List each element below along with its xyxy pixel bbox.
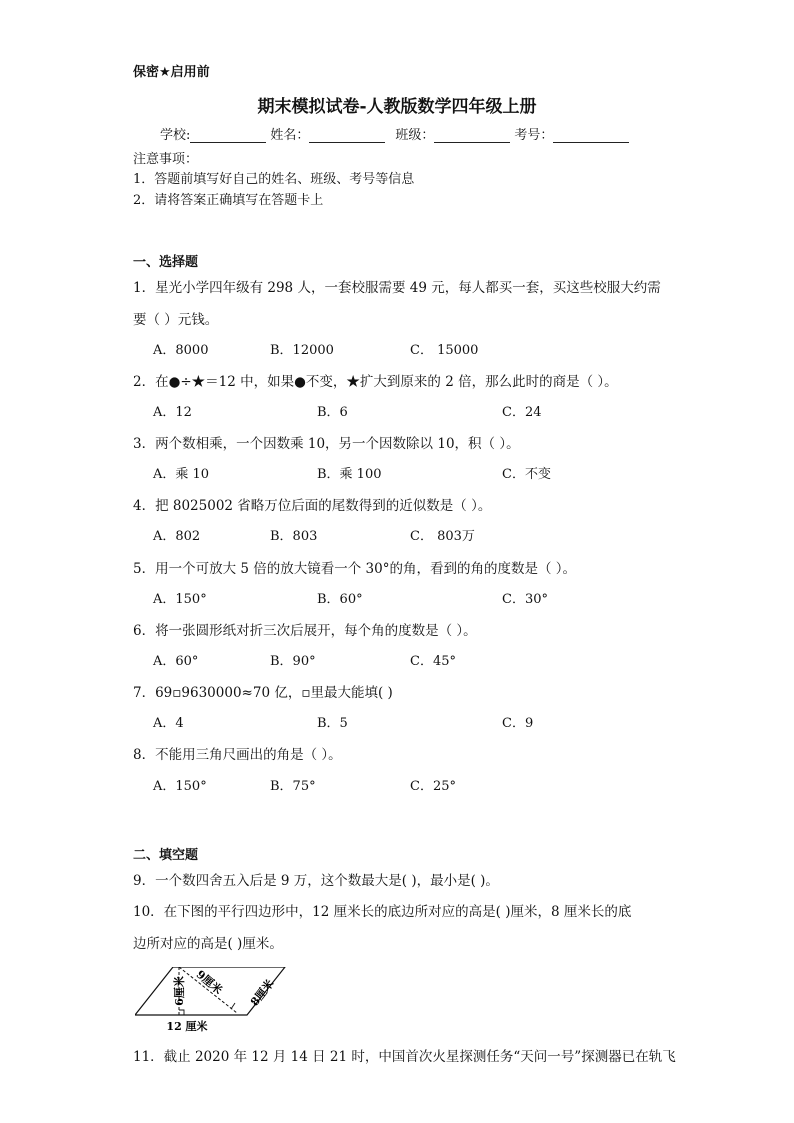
- option-c[interactable]: C． 803万: [410, 529, 475, 544]
- question-5: 5．用一个可放大 5 倍的放大镜看一个 30°的角，看到的角的度数是（ ）。: [133, 561, 577, 577]
- examno-blank[interactable]: [553, 128, 629, 143]
- option-c[interactable]: C．25°: [410, 779, 456, 794]
- notes-heading: 注意事项：: [133, 152, 199, 167]
- question-8: 8．不能用三角尺画出的角是（ ）。: [133, 747, 342, 763]
- school-label: 学校:: [160, 128, 191, 143]
- question-7: 7．69▫9630000≈70 亿，▫里最大能填( ): [133, 685, 393, 701]
- option-a[interactable]: A．8000: [153, 343, 209, 358]
- right-angle-mark: [179, 1010, 184, 1015]
- question-6: 6．将一张圆形纸对折三次后展开，每个角的度数是（ ）。: [133, 623, 477, 639]
- option-a[interactable]: A．60°: [153, 654, 199, 669]
- label-9cm: 9厘米: [193, 967, 225, 997]
- option-c[interactable]: C．45°: [410, 654, 456, 669]
- question-1-cont: 要（ ）元钱。: [133, 312, 219, 328]
- label-12cm: 12 厘米: [166, 1020, 208, 1033]
- option-b[interactable]: B．803: [270, 529, 318, 544]
- option-b[interactable]: B．5: [317, 716, 348, 731]
- option-b[interactable]: B．12000: [270, 343, 334, 358]
- exam-title: 期末模拟试卷-人教版数学四年级上册: [257, 97, 537, 117]
- option-c[interactable]: C．9: [502, 716, 534, 731]
- right-angle-mark-2: [231, 1003, 235, 1009]
- question-9: 9．一个数四舍五入后是 9 万，这个数最大是( )，最小是( )。: [133, 873, 499, 889]
- question-10: 10．在下图的平行四边形中，12 厘米长的底边所对应的高是( )厘米，8 厘米长的底: [133, 904, 632, 920]
- class-label: 班级：: [395, 128, 435, 143]
- option-c[interactable]: C．30°: [502, 592, 548, 607]
- section-heading-choice: 一、选择题: [133, 255, 199, 270]
- option-a[interactable]: A．12: [153, 405, 192, 420]
- school-blank[interactable]: [190, 128, 266, 143]
- question-4: 4．把 8025002 省略万位后面的尾数得到的近似数是（ ）。: [133, 498, 492, 514]
- question-3: 3．两个数相乘，一个因数乘 10，另一个因数除以 10，积（ ）。: [133, 436, 520, 452]
- option-b[interactable]: B．乘 100: [317, 467, 382, 482]
- student-info-line: [160, 124, 633, 143]
- confidential-label: 保密★启用前: [133, 65, 210, 80]
- option-b[interactable]: B．60°: [317, 592, 363, 607]
- question-11: 11．截止 2020 年 12 月 14 日 21 时，中国首次火星探测任务“天问一号”探测器已在轨飞: [133, 1049, 676, 1065]
- option-a[interactable]: A．802: [153, 529, 201, 544]
- section-heading-fill: 二、填空题: [133, 848, 199, 863]
- option-a[interactable]: A．150°: [153, 779, 207, 794]
- question-10-cont: 边所对应的高是( )厘米。: [133, 936, 283, 952]
- option-c[interactable]: C．24: [502, 405, 542, 420]
- option-b[interactable]: B．6: [317, 405, 348, 420]
- option-a[interactable]: A．150°: [153, 592, 207, 607]
- class-blank[interactable]: [434, 128, 510, 143]
- name-blank[interactable]: [309, 128, 385, 143]
- parallelogram-figure: [135, 967, 295, 1033]
- option-a[interactable]: A．乘 10: [153, 467, 210, 482]
- note-item: 2．请将答案正确填写在答题卡上: [133, 193, 324, 208]
- option-b[interactable]: B．75°: [270, 779, 316, 794]
- option-b[interactable]: B．90°: [270, 654, 316, 669]
- note-item: 1．答题前填写好自己的姓名、班级、考号等信息: [133, 172, 415, 187]
- option-a[interactable]: A．4: [153, 716, 184, 731]
- label-8cm: 8厘米: [247, 977, 277, 1009]
- option-c[interactable]: C．不变: [502, 467, 551, 482]
- question-2: 2．在●÷★＝12 中，如果●不变，★扩大到原来的 2 倍，那么此时的商是（ ）。: [133, 374, 618, 390]
- name-label: 姓名：: [270, 128, 310, 143]
- question-1: 1．星光小学四年级有 298 人，一套校服需要 49 元，每人都买一套，买这些校服大约需: [133, 280, 661, 296]
- option-c[interactable]: C． 15000: [410, 343, 479, 358]
- examno-label: 考号：: [514, 128, 554, 143]
- label-6cm: 6厘米: [173, 976, 186, 1006]
